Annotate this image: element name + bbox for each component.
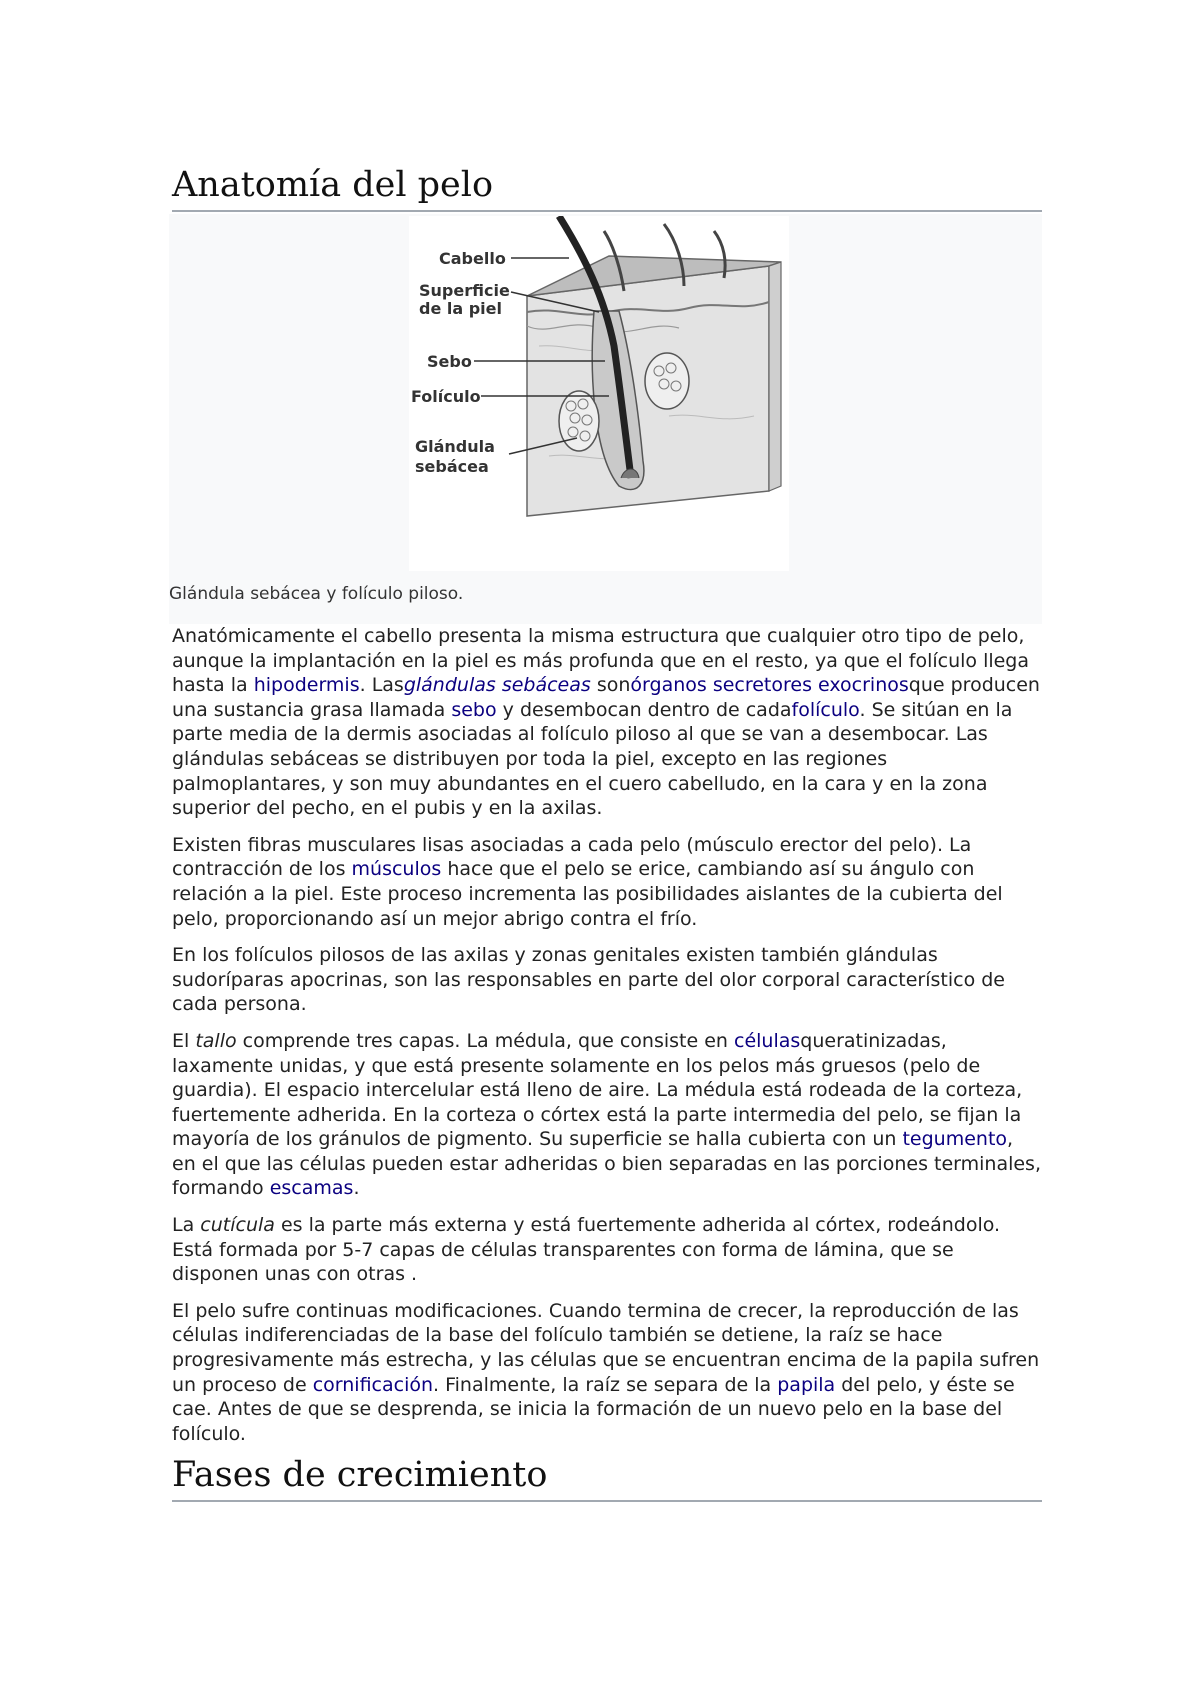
link-hipodermis[interactable]: hipodermis	[253, 674, 360, 697]
label-cabello: Cabello	[439, 249, 506, 268]
article-body	[172, 624, 1042, 1458]
label-superficie-2: de la piel	[419, 299, 502, 318]
paragraph-2: Existen fibras musculares lisas asociadas a cada pelo (músculo erector del pelo). La contracción de los músculos hace que el pelo se erice, cambiando así su ángulo con relación a la piel. Este proceso incrementa las posibilidades aislantes de la cubierta del pelo, proporcionando así un mejor abrigo contra el frío.	[172, 833, 1003, 930]
label-sebo: Sebo	[427, 352, 472, 371]
link-tegumento[interactable]: tegumento	[902, 1128, 1008, 1151]
paragraph-4: El tallo comprende tres capas. La médula, que consiste en célulasqueratinizadas, laxamente unidas, y que está presente solamente en los pelos más gruesos (pelo de guardia). El espacio intercelular está lleno de aire. La médula está rodeada de la corteza, fuertemente adherida. En la corteza o córtex está la parte intermedia del pelo, se fijan la mayoría de los gránulos de pigmento. Su superficie se halla cubierta con un tegumento, en el que las células pueden estar adheridas o bien separadas en las porciones terminales, formando escamas.	[172, 1029, 1041, 1200]
paragraph-6: El pelo sufre continuas modificaciones. Cuando termina de crecer, la reproducción de las células indiferenciadas de la base del folículo también se detiene, la raíz se hace progresivamente más estrecha, y las células que se encuentran encima de la papila sufren un proceso de cornificación. Finalmente, la raíz se separa de la papila del pelo, y éste se cae. Antes de que se desprenda, se inicia la formación de un nuevo pelo en la base del folículo.	[172, 1299, 1040, 1445]
label-superficie-1: Superficie	[419, 281, 510, 300]
figure-hair-anatomy	[169, 214, 1042, 624]
link-organos-secretores[interactable]: órganos secretores exocrinos	[630, 674, 909, 697]
link-cornificacion[interactable]: cornificación	[312, 1373, 434, 1396]
link-sebo[interactable]: sebo	[451, 698, 497, 721]
hair-follicle-diagram	[409, 216, 789, 571]
term-cuticula: cutícula	[200, 1214, 275, 1237]
paragraph-1: Anatómicamente el cabello presenta la misma estructura que cualquier otro tipo de pelo, aunque la implantación en la piel es más profunda que en el resto, ya que el folículo llega hasta la hipodermis. Lasglándulas sebáceas sonórganos secretores exocrinosque producen una sustancia grasa llamada sebo y desembocan dentro de cadafolículo. Se sitúan en la parte media de la dermis asociadas al folículo piloso al que se van a desembocar. Las glándulas sebáceas se distribuyen por toda la piel, excepto en las regiones palmoplantares, y son muy abundantes en el cuero cabelludo, en la cara y en la zona superior del pecho, en el pubis y en la axilas.	[172, 625, 1040, 820]
link-glandulas-sebaceas[interactable]: glándulas sebáceas	[403, 674, 591, 697]
link-foliculo[interactable]: folículo	[791, 698, 860, 721]
section-title-anatomia: Anatomía del pelo	[172, 164, 1042, 212]
link-papila[interactable]: papila	[777, 1373, 836, 1396]
label-glandula-1: Glándula	[415, 437, 495, 456]
link-musculos[interactable]: músculos	[351, 858, 442, 881]
link-celulas[interactable]: células	[734, 1029, 801, 1052]
term-tallo: tallo	[195, 1029, 237, 1052]
section-title-fases: Fases de crecimiento	[172, 1454, 1042, 1502]
label-glandula-2: sebácea	[415, 457, 489, 476]
paragraph-3: En los folículos pilosos de las axilas y zonas genitales existen también glándulas sudoríparas apocrinas, son las responsables en parte del olor corporal característico de cada persona.	[172, 944, 1005, 1016]
link-escamas[interactable]: escamas	[269, 1177, 354, 1200]
paragraph-5: La cutícula es la parte más externa y está fuertemente adherida al córtex, rodeándolo. Está formada por 5-7 capas de células transparentes con forma de lámina, que se disponen unas con otras .	[172, 1214, 1001, 1286]
label-foliculo: Folículo	[411, 387, 481, 406]
figure-caption: Glándula sebácea y folículo piloso.	[169, 584, 464, 604]
